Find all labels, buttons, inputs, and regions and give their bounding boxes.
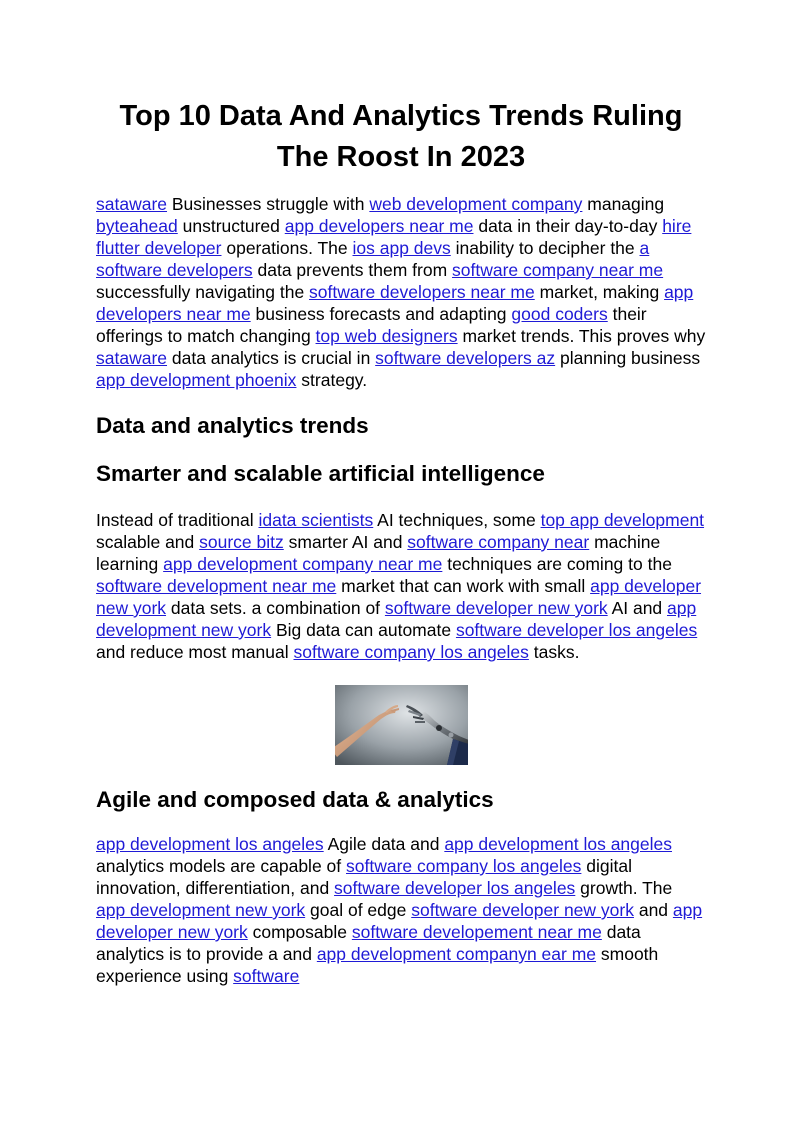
inline-link[interactable]: software company near me (452, 260, 664, 280)
inline-link[interactable]: software developer new york (411, 900, 634, 920)
paragraph-text: smooth experience using (96, 944, 659, 986)
paragraph-text: Agile data and (323, 834, 445, 854)
paragraph-text: strategy. (296, 370, 368, 390)
paragraph-text: scalable and (96, 532, 200, 552)
inline-link[interactable]: app developer new york (96, 900, 703, 942)
paragraph-text: market, making (534, 282, 665, 302)
paragraph-text: AI and (607, 598, 668, 618)
inline-link[interactable]: software company near (407, 532, 590, 552)
inline-link[interactable]: sataware (96, 348, 168, 368)
page-title: Top 10 Data And Analytics Trends Ruling The Roost In 2023 (119, 100, 683, 173)
paragraph-text: and (633, 900, 673, 920)
inline-link[interactable]: software company los angeles (346, 856, 582, 876)
heading-data-analytics-trends: Data and analytics trends (96, 413, 369, 438)
paragraph-text: market trends. This proves why (457, 326, 706, 346)
heading-agile-composed: Agile and composed data & analytics (96, 787, 494, 812)
paragraph-text: operations. The (221, 238, 353, 258)
inline-link[interactable]: software developement near me (351, 922, 602, 942)
inline-link[interactable]: ios app devs (352, 238, 451, 258)
ai-paragraph (96, 509, 706, 663)
inline-link[interactable]: app developer new york (96, 576, 702, 618)
paragraph-text: machine learning (96, 532, 661, 574)
paragraph-text: their offerings to match changing (96, 304, 647, 346)
agile-paragraph (96, 833, 706, 987)
inline-link[interactable]: app development companyn ear me (316, 944, 597, 964)
paragraph-text: growth. The (575, 878, 673, 898)
paragraph-text: data analytics is to provide a and (96, 922, 641, 964)
paragraph-text: analytics models are capable of (96, 856, 346, 876)
paragraph-text: tasks. (528, 642, 580, 662)
inline-link[interactable]: software developers near me (309, 282, 535, 302)
intro-paragraph (96, 193, 706, 391)
paragraph-text: inability to decipher the (450, 238, 640, 258)
inline-link[interactable]: app development los angeles (96, 834, 324, 854)
inline-link[interactable]: software developer los angeles (334, 878, 576, 898)
paragraph-text: data in their day-to-day (473, 216, 663, 236)
paragraph-text: data prevents them from (252, 260, 453, 280)
paragraph-text: goal of edge (305, 900, 412, 920)
inline-link[interactable]: a software developers (96, 238, 650, 280)
inline-link[interactable]: software developers az (375, 348, 556, 368)
inline-link[interactable]: byteahead (96, 216, 178, 236)
inline-link[interactable]: good coders (511, 304, 608, 324)
inline-link[interactable]: top app development (540, 510, 705, 530)
paragraph-text: digital innovation, differentiation, and (96, 856, 632, 898)
paragraph-text: planning business (555, 348, 701, 368)
inline-link[interactable]: top web designers (315, 326, 458, 346)
paragraph-text: successfully navigating the (96, 282, 310, 302)
paragraph-text: AI techniques, some (373, 510, 541, 530)
inline-link[interactable]: web development company (369, 194, 583, 214)
inline-link[interactable]: app developers near me (96, 282, 694, 324)
inline-link[interactable]: app development new york (96, 598, 697, 640)
inline-link[interactable]: sataware (96, 194, 168, 214)
paragraph-text: unstructured (177, 216, 285, 236)
paragraph-text: Instead of traditional (96, 510, 259, 530)
inline-link[interactable]: hire flutter developer (96, 216, 692, 258)
inline-link[interactable]: app development phoenix (96, 370, 297, 390)
robot-human-hands-image (335, 685, 468, 765)
inline-link[interactable]: app developers near me (284, 216, 474, 236)
document-page (96, 96, 706, 987)
paragraph-text: techniques are coming to the (442, 554, 672, 574)
paragraph-text: managing (582, 194, 665, 214)
inline-link[interactable]: software developer new york (384, 598, 608, 618)
inline-link[interactable]: source bitz (199, 532, 284, 552)
paragraph-text: Businesses struggle with (167, 194, 370, 214)
paragraph-text: data analytics is crucial in (167, 348, 376, 368)
inline-link[interactable]: software (233, 966, 300, 986)
inline-link[interactable]: app development new york (96, 900, 306, 920)
paragraph-text: composable (247, 922, 352, 942)
heading-smarter-ai: Smarter and scalable artificial intelligence (96, 461, 545, 486)
inline-link[interactable]: app development company near me (163, 554, 443, 574)
paragraph-text: market that can work with small (336, 576, 591, 596)
inline-link[interactable]: app development los angeles (444, 834, 672, 854)
paragraph-text: data sets. a combination of (166, 598, 385, 618)
inline-link[interactable]: software company los angeles (293, 642, 529, 662)
robot-human-hands-illustration (335, 685, 468, 765)
paragraph-text: Big data can automate (271, 620, 456, 640)
inline-link[interactable]: software developer los angeles (455, 620, 698, 640)
paragraph-text: smarter AI and (283, 532, 408, 552)
paragraph-text: business forecasts and adapting (250, 304, 512, 324)
inline-link[interactable]: software development near me (96, 576, 337, 596)
inline-link[interactable]: idata scientists (258, 510, 374, 530)
paragraph-text: and reduce most manual (96, 642, 294, 662)
